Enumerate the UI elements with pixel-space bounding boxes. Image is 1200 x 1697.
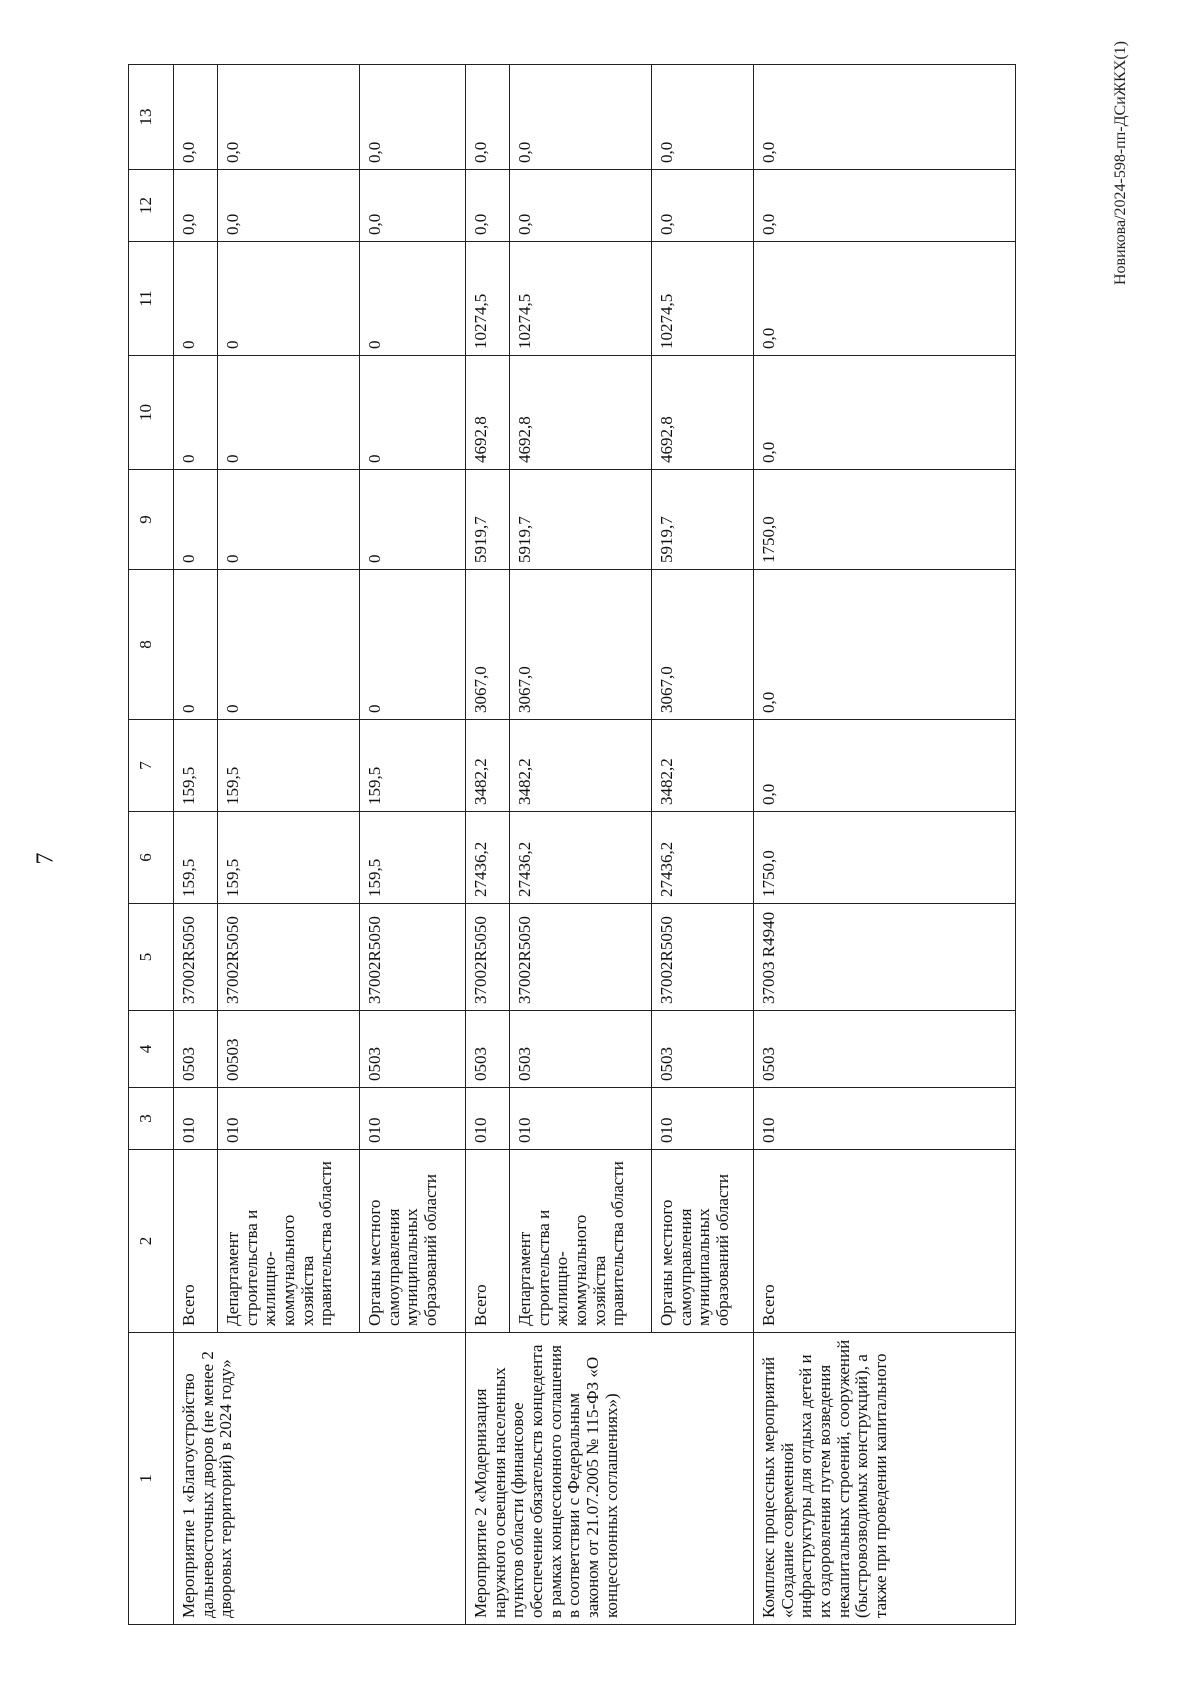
- value-cell: 5919,7: [652, 470, 754, 570]
- table-row: [174, 65, 218, 1625]
- value-cell: 10274,5: [652, 242, 754, 356]
- value-cell: 0,0: [754, 720, 1016, 812]
- value-cell: 0: [360, 470, 466, 570]
- value-cell: 0,0: [652, 65, 754, 170]
- value-cell: 0,0: [510, 170, 652, 242]
- value-cell: 0: [218, 470, 360, 570]
- value-cell: 4692,8: [652, 356, 754, 470]
- value-cell: 159,5: [174, 720, 218, 812]
- value-cell: 3067,0: [652, 570, 754, 720]
- code-cell: 37002R5050: [466, 904, 510, 1011]
- code-cell: 37003 R4940: [754, 904, 1016, 1011]
- code-cell: 37002R5050: [652, 904, 754, 1011]
- value-cell: 159,5: [174, 812, 218, 904]
- value-cell: 3482,2: [510, 720, 652, 812]
- code-cell: 010: [510, 1088, 652, 1150]
- code-cell: 37002R5050: [174, 904, 218, 1011]
- header-row: [129, 65, 174, 1625]
- value-cell: 159,5: [218, 812, 360, 904]
- value-cell: 3067,0: [466, 570, 510, 720]
- col-header: 8: [129, 570, 174, 720]
- col-header: 2: [129, 1150, 174, 1333]
- event-title-cell: Мероприятие 1 «Благоустройство дальневосточных дворов (не менее 2 дворовых территорий) в 2024 году»: [174, 1333, 466, 1625]
- value-cell: 0,0: [754, 356, 1016, 470]
- code-cell: 00503: [218, 1011, 360, 1088]
- col-header: 12: [129, 170, 174, 242]
- value-cell: 4692,8: [466, 356, 510, 470]
- budget-table: [128, 64, 1016, 1625]
- table-row: [466, 65, 510, 1625]
- value-cell: 5919,7: [510, 470, 652, 570]
- value-cell: 0: [360, 356, 466, 470]
- responsible-cell: Органы местного самоуправления муниципальных образований области: [360, 1150, 466, 1333]
- value-cell: 3482,2: [466, 720, 510, 812]
- code-cell: 0503: [174, 1011, 218, 1088]
- code-cell: 37002R5050: [218, 904, 360, 1011]
- value-cell: 0,0: [466, 65, 510, 170]
- responsible-cell: Всего: [466, 1150, 510, 1333]
- col-header: 6: [129, 812, 174, 904]
- value-cell: 1750,0: [754, 470, 1016, 570]
- value-cell: 0: [218, 242, 360, 356]
- col-header: 1: [129, 1333, 174, 1625]
- event-title-cell: Комплекс процессных мероприятий «Создание современной инфраструктуры для отдыха детей и их оздоровления путем возведения некапитальных строений, сооружений (быстровозводимых конструкций), а также при проведении капитального: [754, 1333, 1016, 1625]
- value-cell: 0: [174, 470, 218, 570]
- responsible-cell: Всего: [174, 1150, 218, 1333]
- value-cell: 0: [218, 570, 360, 720]
- col-header: 10: [129, 356, 174, 470]
- value-cell: 0,0: [360, 65, 466, 170]
- responsible-cell: Органы местного самоуправления муниципальных образований области: [652, 1150, 754, 1333]
- page-number: 7: [32, 852, 59, 865]
- value-cell: 0,0: [218, 65, 360, 170]
- value-cell: 0: [174, 242, 218, 356]
- value-cell: 27436,2: [652, 812, 754, 904]
- value-cell: 0,0: [360, 170, 466, 242]
- responsible-cell: Департамент строительства и жилищно-коммунального хозяйства правительства области: [218, 1150, 360, 1333]
- value-cell: 0,0: [174, 170, 218, 242]
- document-footer-code: Новикова/2024-598-пп-ДСиЖКХ(1): [1112, 41, 1129, 285]
- value-cell: 27436,2: [466, 812, 510, 904]
- code-cell: 0503: [754, 1011, 1016, 1088]
- value-cell: 0,0: [652, 170, 754, 242]
- col-header: 11: [129, 242, 174, 356]
- value-cell: 10274,5: [510, 242, 652, 356]
- value-cell: 10274,5: [466, 242, 510, 356]
- value-cell: 0,0: [218, 170, 360, 242]
- value-cell: 3482,2: [652, 720, 754, 812]
- col-header: 7: [129, 720, 174, 812]
- value-cell: 0,0: [466, 170, 510, 242]
- value-cell: 0: [174, 570, 218, 720]
- value-cell: 159,5: [218, 720, 360, 812]
- col-header: 3: [129, 1088, 174, 1150]
- code-cell: 0503: [652, 1011, 754, 1088]
- code-cell: 37002R5050: [360, 904, 466, 1011]
- col-header: 13: [129, 65, 174, 170]
- value-cell: 1750,0: [754, 812, 1016, 904]
- table-row: [754, 65, 1016, 1625]
- value-cell: 0: [360, 570, 466, 720]
- value-cell: 0: [360, 242, 466, 356]
- value-cell: 0,0: [754, 570, 1016, 720]
- code-cell: 0503: [466, 1011, 510, 1088]
- value-cell: 159,5: [360, 812, 466, 904]
- value-cell: 159,5: [360, 720, 466, 812]
- value-cell: 0: [218, 356, 360, 470]
- responsible-cell: Департамент строительства и жилищно-коммунального хозяйства правительства области: [510, 1150, 652, 1333]
- value-cell: 0,0: [174, 65, 218, 170]
- code-cell: 0503: [360, 1011, 466, 1088]
- col-header: 4: [129, 1011, 174, 1088]
- value-cell: 0,0: [754, 242, 1016, 356]
- value-cell: 5919,7: [466, 470, 510, 570]
- value-cell: 3067,0: [510, 570, 652, 720]
- code-cell: 010: [360, 1088, 466, 1150]
- code-cell: 010: [466, 1088, 510, 1150]
- code-cell: 010: [218, 1088, 360, 1150]
- value-cell: 4692,8: [510, 356, 652, 470]
- col-header: 5: [129, 904, 174, 1011]
- code-cell: 37002R5050: [510, 904, 652, 1011]
- event-title-cell: Мероприятие 2 «Модернизация наружного освещения населенных пунктов области (финансовое обеспечение обязательств концедента в рамках концессионного соглашения в соответствии с Федеральным законом от 21.07.2005 № 115-ФЗ «О концессионных соглашениях»): [466, 1333, 754, 1625]
- responsible-cell: Всего: [754, 1150, 1016, 1333]
- value-cell: 0,0: [754, 65, 1016, 170]
- code-cell: 0503: [510, 1011, 652, 1088]
- value-cell: 0,0: [754, 170, 1016, 242]
- value-cell: 27436,2: [510, 812, 652, 904]
- value-cell: 0,0: [510, 65, 652, 170]
- col-header: 9: [129, 470, 174, 570]
- code-cell: 010: [754, 1088, 1016, 1150]
- code-cell: 010: [652, 1088, 754, 1150]
- value-cell: 0: [174, 356, 218, 470]
- rotated-table-container: [128, 65, 1103, 1625]
- code-cell: 010: [174, 1088, 218, 1150]
